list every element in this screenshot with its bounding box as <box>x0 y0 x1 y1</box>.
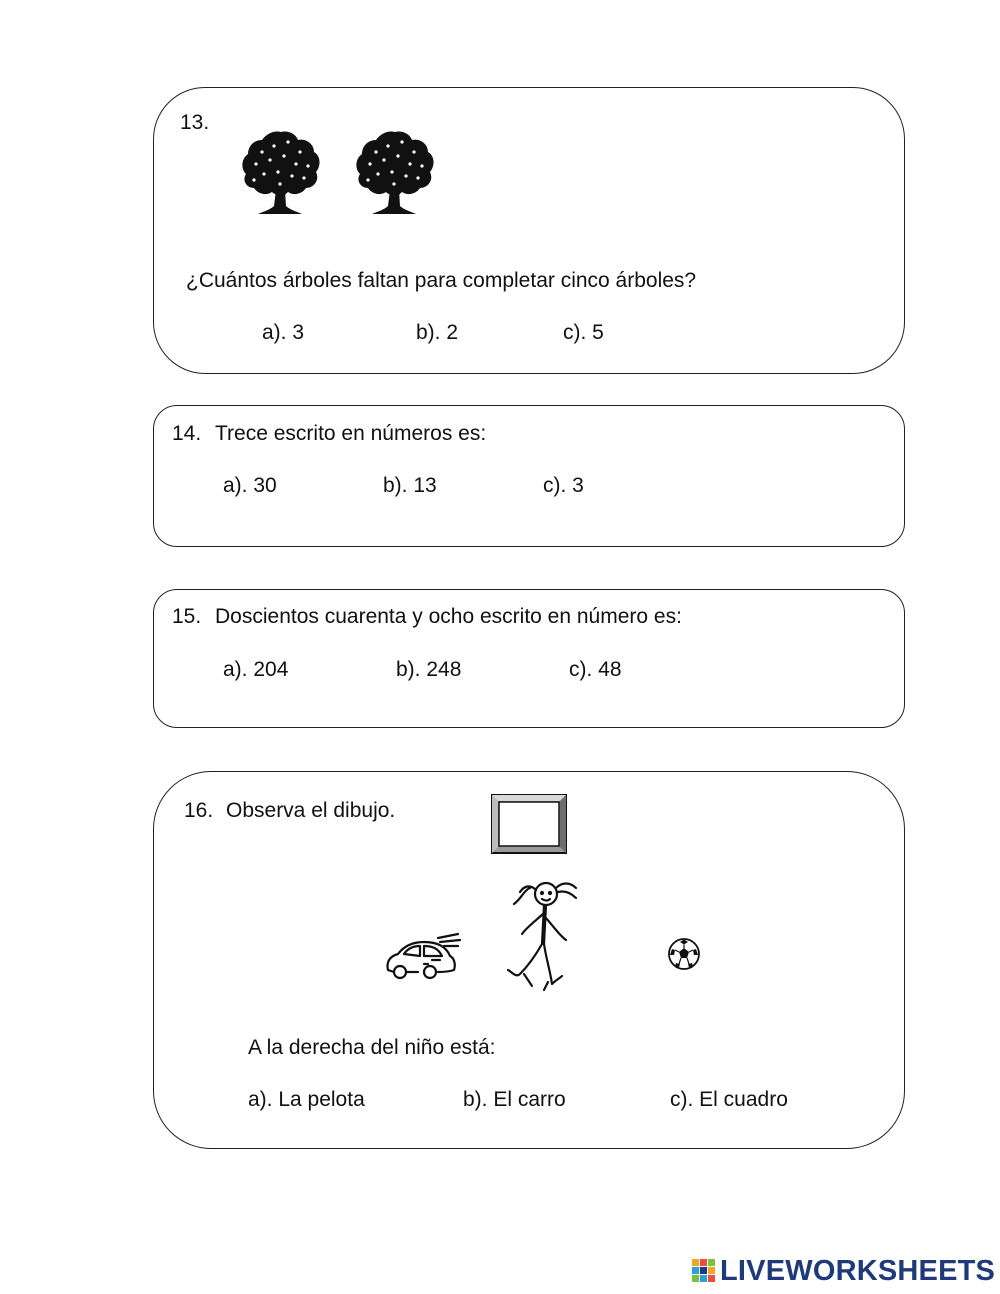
soccer-ball-icon <box>668 938 700 970</box>
liveworksheets-logo <box>692 1256 995 1286</box>
tree-icon <box>240 128 322 220</box>
q16-option-b[interactable]: b). El carro <box>463 1088 566 1111</box>
child-icon <box>500 874 584 992</box>
picture-frame-icon <box>491 794 567 854</box>
brand-name: LIVEWORKSHEETS <box>720 1254 996 1287</box>
q14-option-b[interactable]: b). 13 <box>383 474 437 497</box>
question-16-text: A la derecha del niño está: <box>248 1036 496 1059</box>
car-icon <box>384 932 460 982</box>
q14-option-a[interactable]: a). 30 <box>223 474 277 497</box>
question-13-text: ¿Cuántos árboles faltan para completar cinco árboles? <box>186 269 697 292</box>
question-16-intro: Observa el dibujo. <box>226 799 396 822</box>
q16-option-a[interactable]: a). La pelota <box>248 1088 365 1111</box>
q14-option-c[interactable]: c). 3 <box>543 474 584 497</box>
liveworksheets-logo-icon <box>692 1259 716 1283</box>
q15-option-b[interactable]: b). 248 <box>396 658 462 681</box>
question-15-text: Doscientos cuarenta y ocho escrito en número es: <box>215 605 682 628</box>
q13-option-c[interactable]: c). 5 <box>563 321 604 344</box>
q16-option-c[interactable]: c). El cuadro <box>670 1088 788 1111</box>
question-15-number: 15. <box>172 605 202 628</box>
q15-option-c[interactable]: c). 48 <box>569 658 622 681</box>
question-16-number: 16. <box>184 799 214 822</box>
question-14-text: Trece escrito en números es: <box>215 422 487 445</box>
q15-option-a[interactable]: a). 204 <box>223 658 289 681</box>
q13-option-b[interactable]: b). 2 <box>416 321 459 344</box>
question-13-number: 13. <box>180 111 210 134</box>
tree-icon <box>354 128 436 220</box>
question-14-number: 14. <box>172 422 202 445</box>
q13-option-a[interactable]: a). 3 <box>262 321 305 344</box>
